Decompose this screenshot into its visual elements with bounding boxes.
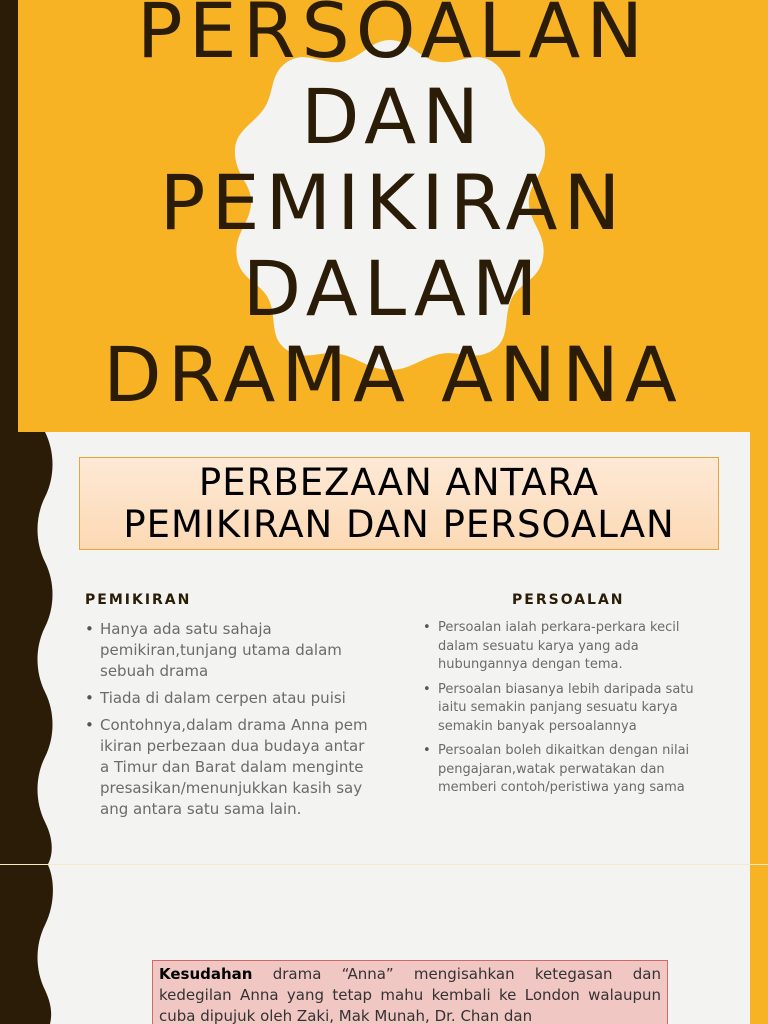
list-item: • Hanya ada satu sahaja pemikiran,tunjang utama dalam sebuah drama [85, 619, 370, 682]
wavy-side-border [0, 865, 60, 1024]
presentation-title [18, 0, 768, 418]
title-line: DAN [300, 72, 486, 161]
title-line: PEMIKIRAN [159, 158, 627, 247]
wavy-side-border [0, 432, 60, 864]
summary-text: drama “Anna” mengisahkan ketegasan dan kedegilan Anna yang tetap mahu kembali ke London walaupun cuba dipujuk oleh Zaki, Mak Munah, Dr. Chan dan [159, 965, 661, 1024]
left-accent-bar [0, 0, 18, 432]
persoalan-column-title: PERSOALAN [512, 592, 625, 608]
title-line: DALAM [242, 244, 544, 333]
summary-bold-word: Kesudahan [159, 965, 253, 983]
list-item: • Persoalan boleh dikaitkan dengan nilai pengajaran,watak perwatakan dan memberi contoh/peristiwa yang sama [423, 742, 718, 798]
persoalan-list [423, 619, 718, 804]
kesudahan-summary-box [152, 960, 668, 1024]
heading-line: PERBEZAAN ANTARA [198, 460, 600, 504]
comparison-slide [0, 432, 768, 864]
comparison-heading [79, 457, 719, 550]
list-item: • Contohnya,dalam drama Anna pemikiran perbezaan dua budaya antara Timur dan Barat dalam mengintepresasikan/menunjukkan kasih sayang antara satu sama lain. [85, 715, 370, 820]
summary-slide [0, 865, 768, 1024]
list-item: • Tiada di dalam cerpen atau puisi [85, 688, 370, 709]
heading-line: PEMIKIRAN DAN PERSOALAN [123, 502, 675, 546]
pemikiran-list [85, 619, 370, 826]
title-line: PERSOALAN [136, 0, 650, 75]
list-item: • Persoalan biasanya lebih daripada satu iaitu semakin panjang sesuatu karya semakin banyak persoalannya [423, 681, 718, 737]
list-item: • Persoalan ialah perkara-perkara kecil dalam sesuatu karya yang ada hubungannya dengan tema. [423, 619, 718, 675]
title-slide [0, 0, 768, 432]
pemikiran-column-title: PEMIKIRAN [85, 592, 192, 608]
title-line: DRAMA ANNA [103, 330, 683, 419]
